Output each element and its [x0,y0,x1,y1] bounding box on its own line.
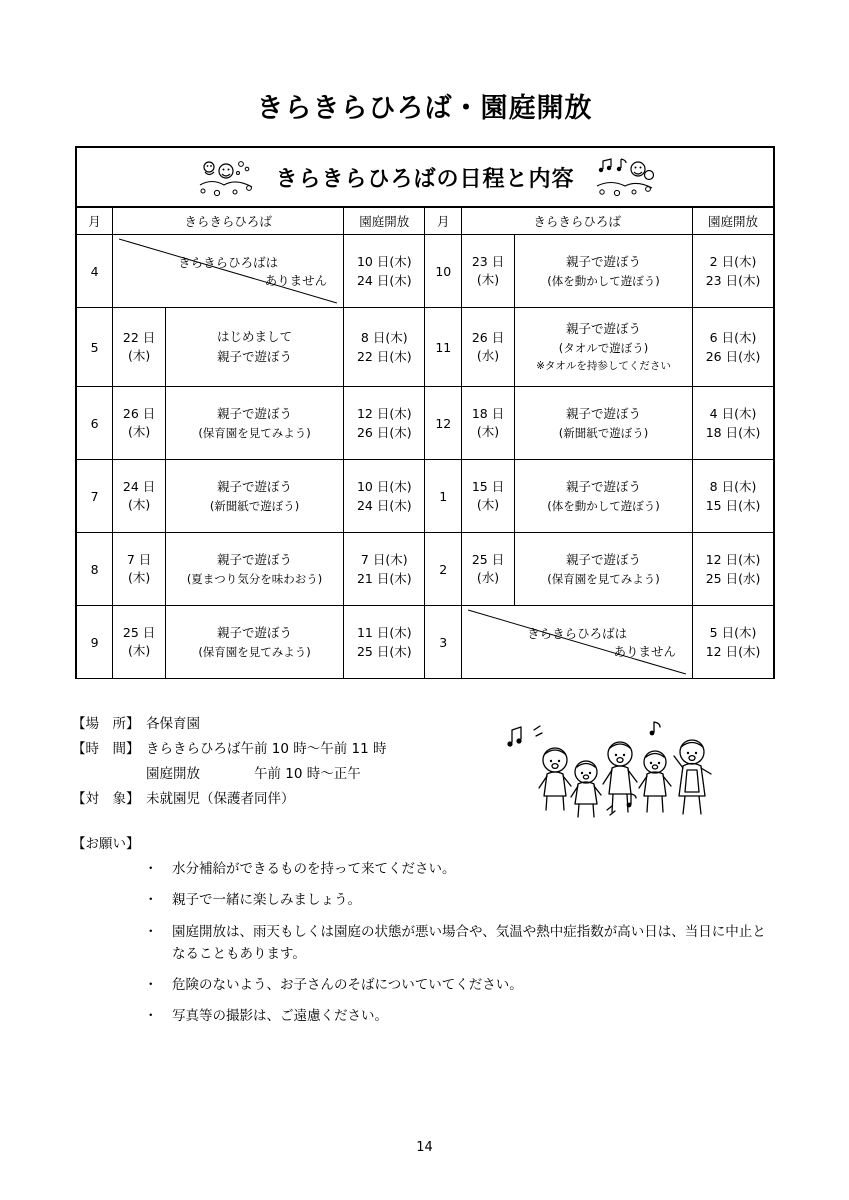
content-main: 親子で遊ぼう [566,405,642,421]
content-cell [515,235,693,308]
banner-cell [76,147,774,207]
day-weekday: (木) [127,424,151,439]
content-sub: (保育園を見てみよう) [198,644,311,659]
bullet-icon: ・ [144,892,158,909]
info-value-time-2 [72,762,542,787]
content-sub: (保育園を見てみよう) [547,571,660,586]
day-cell [462,235,515,308]
schedule-table [75,146,775,679]
no-session-cell [462,606,693,679]
request-text: 親子で一緒に楽しみましょう。 [172,892,361,909]
open-dates-cell [693,308,774,387]
content-main: 親子で遊ぼう [566,321,642,337]
day-number: 25 日 [471,551,505,567]
schedule-table-wrapper [75,146,775,679]
month-cell: 10 [425,235,462,308]
request-text: 水分補給ができるものを持って来てください。 [172,861,456,877]
info-value-place: 各保育園 [146,716,200,732]
info-row-target [72,787,542,812]
table-row [76,308,774,387]
info-value-time-1 [146,737,542,762]
list-item [144,889,772,911]
no-session-line1: きらきらひろばは [178,255,279,270]
content-main: 親子で遊ぼう [566,478,642,494]
children-singing-illustration [500,714,735,824]
month-cell: 3 [425,606,462,679]
content-note: ※タオルを持参してください [536,359,671,372]
no-session-line2: ありません [613,644,677,659]
month-cell: 7 [76,460,113,533]
content-sub: (体を動かして遊ぼう) [547,498,660,513]
open-date-2: 25 日(木) [356,644,412,659]
open-date-2: 23 日(木) [705,273,761,288]
banner-title: きらきらひろばの日程と内容 [275,166,575,192]
time-1-value: 午前 10 時～午前 11 時 [240,740,387,757]
open-dates-cell [344,387,425,460]
day-weekday: (木) [127,570,151,585]
open-date-1: 12 日(木) [356,405,412,421]
table-row [76,235,774,308]
day-number: 23 日 [471,253,505,269]
open-date-2: 15 日(木) [705,498,761,513]
content-main: 親子で遊ぼう [217,624,293,640]
header-open-left: 園庭開放 [344,207,425,235]
day-weekday: (木) [127,497,151,512]
day-weekday: (木) [476,272,500,287]
bullet-icon: ・ [144,861,158,877]
day-number: 26 日 [122,405,156,421]
time-1-label: きらきらひろば [146,740,241,757]
open-date-2: 26 日(木) [356,425,412,440]
open-date-2: 21 日(木) [356,571,412,586]
open-dates-cell [693,235,774,308]
request-text: 園庭開放は、雨天もしくは園庭の状態が悪い場合や、気温や熱中症指数が高い日は、当日に中止となることもあります。 [172,923,766,962]
day-weekday: (水) [476,348,500,363]
content-main: 親子で遊ぼう [217,478,293,494]
open-dates-cell [344,460,425,533]
content-cell [166,533,344,606]
open-date-1: 10 日(木) [356,478,412,494]
day-cell [462,460,515,533]
month-cell: 12 [425,387,462,460]
info-label-target: 【対 象】 [72,790,140,807]
day-cell [113,460,166,533]
open-date-2: 26 日(水) [705,349,761,364]
content-main: 親子で遊ぼう [217,405,293,421]
day-cell [113,387,166,460]
content-cell [166,387,344,460]
day-number: 7 日 [126,551,152,567]
open-date-2: 12 日(木) [705,644,761,659]
content-main: 親子で遊ぼう [566,551,642,567]
open-dates-cell [344,533,425,606]
table-row [76,606,774,679]
day-cell [113,606,166,679]
request-block [72,832,772,1037]
day-cell [462,308,515,387]
list-item [144,858,772,880]
header-month-left: 月 [76,207,113,235]
no-session-cell [113,235,344,308]
day-number: 22 日 [122,329,156,345]
table-row [76,460,774,533]
bullet-icon: ・ [144,977,158,994]
header-kirakira-left: きらきらひろば [113,207,344,235]
day-weekday: (木) [476,497,500,512]
open-dates-cell [693,533,774,606]
content-sub: (体を動かして遊ぼう) [547,273,660,288]
open-dates-cell [693,606,774,679]
open-date-2: 18 日(木) [705,425,761,440]
open-date-1: 10 日(木) [356,253,412,269]
content-main: はじめまして [217,329,293,344]
day-weekday: (水) [476,570,500,585]
header-kirakira-right: きらきらひろば [462,207,693,235]
day-number: 18 日 [471,405,505,421]
info-row-time [72,737,542,762]
month-cell: 8 [76,533,113,606]
month-cell: 11 [425,308,462,387]
content-cell [166,460,344,533]
content-cell [515,533,693,606]
month-cell: 5 [76,308,113,387]
content-sub: (保育園を見てみよう) [198,425,311,440]
day-weekday: (木) [127,348,151,363]
month-cell: 4 [76,235,113,308]
bullet-icon: ・ [144,1008,158,1025]
info-row-place [72,712,542,737]
open-date-1: 6 日(木) [709,329,757,345]
day-weekday: (木) [476,424,500,439]
content-main: 親子で遊ぼう [217,551,293,567]
day-cell [113,533,166,606]
day-cell [462,387,515,460]
open-date-1: 2 日(木) [709,253,757,269]
open-date-1: 12 日(木) [705,551,761,567]
month-cell: 2 [425,533,462,606]
open-dates-cell [344,235,425,308]
list-item [144,921,772,966]
page-number: 14 [416,1140,433,1155]
month-cell: 6 [76,387,113,460]
open-dates-cell [693,460,774,533]
open-dates-cell [344,606,425,679]
content-sub: 親子で遊ぼう [217,349,293,364]
content-cell [515,460,693,533]
list-item [144,974,772,996]
day-number: 24 日 [122,478,156,494]
content-cell [166,308,344,387]
table-row [76,533,774,606]
day-cell [113,308,166,387]
table-row [76,387,774,460]
flower-kids-icon [195,155,257,199]
content-sub: (夏まつり気分を味わおう) [186,571,323,586]
no-session-line1: きらきらひろばは [527,626,628,641]
open-date-1: 5 日(木) [709,624,757,640]
open-dates-cell [693,387,774,460]
open-date-2: 22 日(木) [356,349,412,364]
content-cell [515,387,693,460]
request-text: 危険のないよう、お子さんのそばについていてください。 [172,977,523,994]
day-number: 26 日 [471,329,505,345]
day-number: 25 日 [122,624,156,640]
info-label-place: 【場 所】 [72,716,140,732]
open-date-2: 24 日(木) [356,273,412,288]
request-title: 【お願い】 [72,836,140,852]
open-date-1: 7 日(木) [360,551,408,567]
content-cell [166,606,344,679]
open-dates-cell [344,308,425,387]
content-sub: (新聞紙で遊ぼう) [209,498,300,513]
header-open-right: 園庭開放 [693,207,774,235]
table-header-row [76,207,774,235]
content-sub: (タオルで遊ぼう) [558,341,649,356]
table-banner-row [76,147,774,207]
open-date-1: 8 日(木) [709,478,757,494]
content-cell [515,308,693,387]
open-date-1: 4 日(木) [709,405,757,421]
time-2-value: 午前 10 時～正午 [254,765,361,782]
open-date-2: 24 日(木) [356,498,412,513]
content-main: 親子で遊ぼう [566,253,642,269]
open-date-1: 11 日(木) [356,624,412,640]
day-number: 15 日 [471,478,505,494]
open-date-2: 25 日(水) [705,571,761,586]
info-value-target: 未就園児（保護者同伴） [146,790,295,807]
day-weekday: (木) [127,643,151,658]
open-date-1: 8 日(木) [360,329,408,345]
page-title: きらきらひろば・園庭開放 [256,93,593,124]
time-2-label: 園庭開放 [146,765,200,782]
request-text: 写真等の撮影は、ご遠慮ください。 [172,1008,388,1025]
month-cell: 9 [76,606,113,679]
no-session-line2: ありません [264,273,328,288]
content-sub: (新聞紙で遊ぼう) [558,425,649,440]
music-kids-icon [593,155,655,199]
list-item [144,1005,772,1027]
month-cell: 1 [425,460,462,533]
day-cell [462,533,515,606]
request-list [72,858,772,1028]
header-month-right: 月 [425,207,462,235]
info-block [72,712,542,812]
info-label-time: 【時 間】 [72,740,140,757]
bullet-icon: ・ [144,923,158,940]
